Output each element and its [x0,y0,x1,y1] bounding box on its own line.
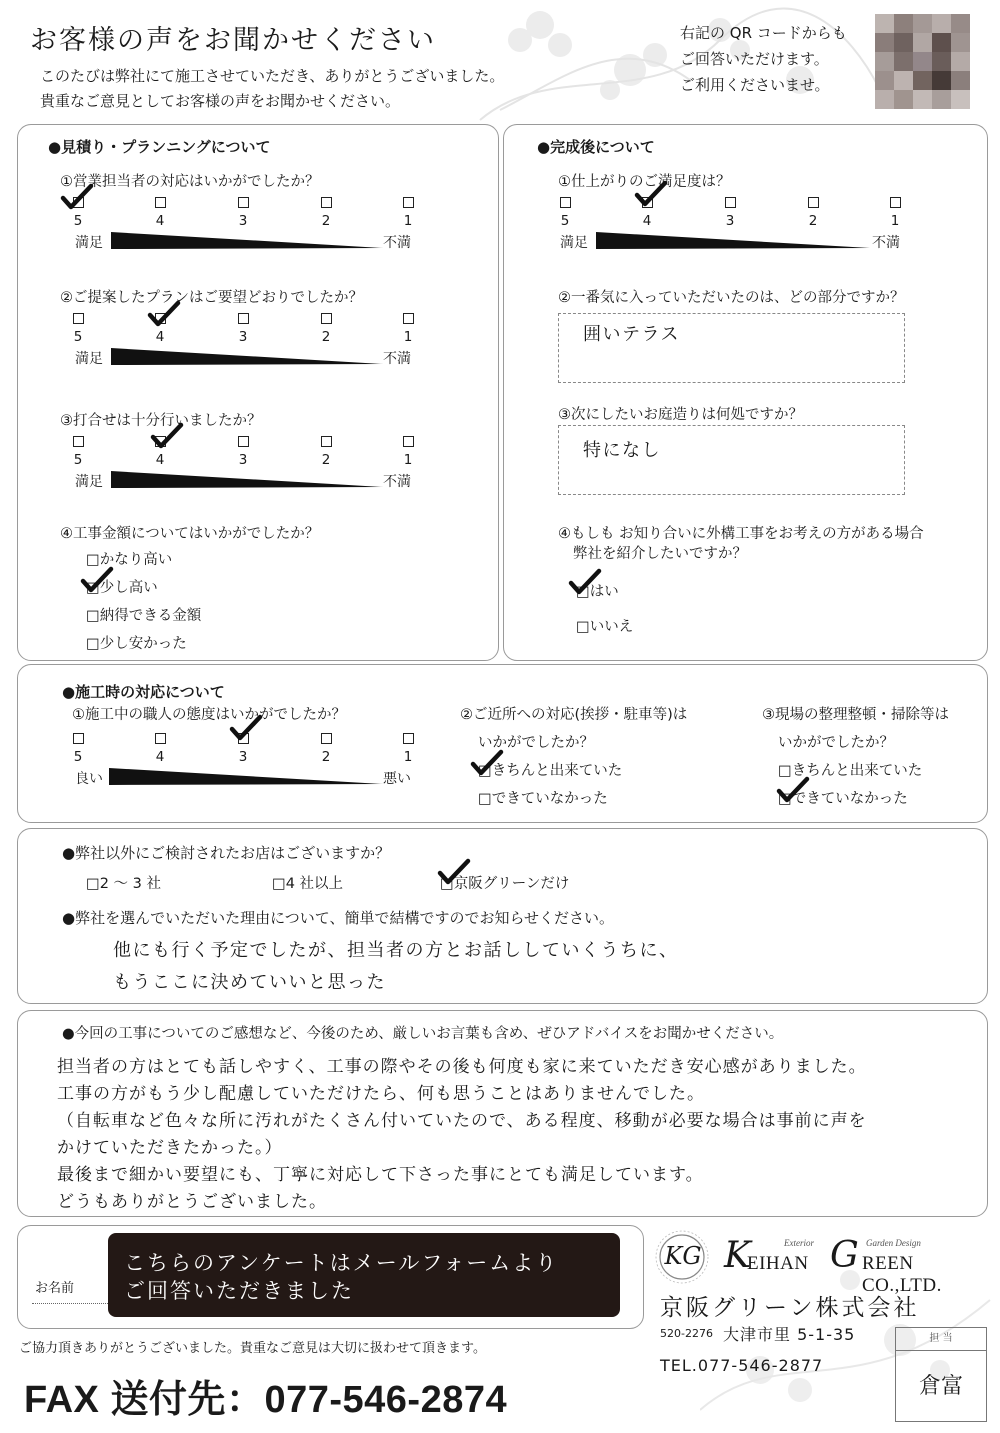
rating-checkbox-5[interactable] [73,313,84,324]
rating-number: 5 [73,749,83,765]
rating-number: 2 [321,213,331,229]
scale-label-dissatisfied: 不満 [872,235,900,251]
rating-number: 1 [403,452,413,468]
rating-scale-q2 [73,311,418,371]
scale-label-good: 良い [75,771,103,787]
intro-text-line1: このたびは弊社にて施工させていただき、ありがとうございました。 [40,67,505,85]
rating-checkbox-3[interactable] [725,197,736,208]
rating-number: 2 [321,329,331,345]
option-2-3-stores[interactable]: □2 ～ 3 社 [86,876,161,892]
answer-next-garden: 特になし [583,440,661,461]
section-heading-completion: ●完成後について [537,138,655,156]
option-somewhat-expensive[interactable]: □少し高い [86,580,158,596]
notice-text [124,1249,558,1305]
question-neighbor-line1: ②ご近所への対応(挨拶・駐車等)は [460,707,688,723]
logo-word-eihan: EIHAN [747,1253,809,1274]
question-finish-satisfaction: ①仕上がりのご満足度は？ [558,174,731,190]
scale-wedge [111,348,383,366]
option-4-or-more[interactable]: □4 社以上 [272,876,344,892]
rating-number: 5 [73,329,83,345]
rating-scale-completion-q1 [560,195,905,255]
scale-label-satisfied: 満足 [75,474,103,490]
rating-checkbox-4[interactable] [155,733,166,744]
scale-wedge [111,471,383,489]
checkmark-icon [568,568,602,596]
question-sales-response: ①営業担当者の対応はいかがでしたか？ [60,174,320,190]
qr-code[interactable] [875,14,970,109]
section-heading-construction: ●施工時の対応について [62,683,225,701]
question-favorite-part: ②一番気に入っていただいたのは、どの部分ですか？ [558,290,905,306]
logo-sub-exterior: Exterior [784,1238,814,1248]
notice-line: こちらのアンケートはメールフォームより [124,1251,559,1275]
feedback-line: （自転車など色々な所に汚れがたくさん付いていたので、ある程度、移動が必要な場合は事前に声を [57,1111,867,1131]
option-keihan-only[interactable]: □京阪グリーンだけ [440,876,570,892]
rating-number: 4 [155,452,165,468]
rating-number: 4 [155,213,165,229]
logo-word-reen: REEN CO.,LTD. [862,1253,942,1296]
name-field[interactable] [32,1303,112,1304]
option-referral-no[interactable]: □いいえ [576,619,634,635]
rating-number: 3 [238,213,248,229]
question-cost: ④工事金額についてはいかがでしたか？ [60,526,320,542]
notice-line: ご回答いただきました [124,1279,354,1303]
logo-sub-garden: Garden Design [866,1238,921,1248]
question-worker-attitude: ①施工中の職人の態度はいかがでしたか？ [72,707,346,723]
rating-checkbox-2[interactable] [321,197,332,208]
scale-wedge [111,232,383,250]
question-feedback: ●今回の工事についてのご感想など、今後のため、厳しいお言葉も含め、ぜひアドバイスをお聞かせください。 [62,1026,784,1042]
rating-checkbox-2[interactable] [808,197,819,208]
feedback-line: 工事の方がもう少し配慮していただけたら、何も思うことはありませんでした。 [57,1084,705,1104]
question-reason: ●弊社を選んでいただいた理由について、簡単で結構ですのでお知らせください。 [62,909,615,927]
rating-checkbox-2[interactable] [321,313,332,324]
question-other-stores: ●弊社以外にご検討されたお店はございますか？ [62,844,391,862]
section-heading-estimate: ●見積り・プランニングについて [48,138,271,156]
rating-number: 1 [403,213,413,229]
intro-text-line2: 貴重なご意見としてお客様の声をお聞かせください。 [40,92,401,110]
name-label: お名前 [35,1281,75,1296]
scale-label-dissatisfied: 不満 [383,474,411,490]
feedback-line: かけていただきたかった。） [57,1138,283,1158]
rating-checkbox-3[interactable] [238,197,249,208]
page-title: お客様の声をお聞かせください [30,25,436,56]
question-neighbor-line2: いかがでしたか？ [478,735,594,751]
answer-reason-line2: もうここに決めていいと思った [113,972,386,993]
logo-initial-k: K [724,1235,751,1276]
staff-name: 倉富 [918,1374,963,1399]
question-meetings: ③打合せは十分行いましたか？ [60,413,262,429]
rating-number: 5 [73,452,83,468]
question-plan-match: ②ご提案したプランはご要望どおりでしたか？ [60,290,363,306]
option-tidiness-done[interactable]: □きちんと出来ていた [778,763,923,779]
rating-checkbox-1[interactable] [403,313,414,324]
rating-number: 1 [403,329,413,345]
rating-number: 5 [560,213,570,229]
answer-favorite-part: 囲いテラス [583,324,680,345]
company-address: 大津市里 5-1-35 [723,1325,856,1344]
logo-mark: KG [664,1242,702,1270]
checkmark-icon [470,749,504,777]
feedback-answer [57,1054,867,1216]
staff-label: 担 当 [896,1328,986,1351]
feedback-line: 最後まで細かい要望にも、丁寧に対応して下さった事にとても満足しています。 [57,1165,704,1185]
question-referral-line2: 弊社を紹介したいですか？ [573,546,747,562]
question-site-tidiness-line2: いかがでしたか？ [778,735,894,751]
question-next-garden: ③次にしたいお庭造りは何処ですか？ [558,407,803,423]
rating-number: 2 [321,452,331,468]
scale-wedge [596,232,870,250]
staff-box [895,1327,987,1422]
rating-checkbox-5[interactable] [560,197,571,208]
rating-checkbox-4[interactable] [155,197,166,208]
qr-line: ご回答いただけます。 [680,50,829,68]
scale-label-satisfied: 満足 [560,235,588,251]
feedback-line: 担当者の方はとても話しやすく、工事の際やその後も何度も家に来ていただき安心感がありました。 [57,1057,867,1077]
feedback-line: どうもありがとうございました。 [57,1192,327,1212]
option-neighbor-done[interactable]: □きちんと出来ていた [478,763,623,779]
rating-checkbox-1[interactable] [403,197,414,208]
option-somewhat-cheap[interactable]: □少し安かった [86,636,187,652]
logo-initial-g: G [830,1235,859,1276]
scale-label-dissatisfied: 不満 [383,351,411,367]
checkmark-icon [634,180,668,208]
rating-number: 3 [238,452,248,468]
rating-checkbox-1[interactable] [403,436,414,447]
question-site-tidiness-line1: ③現場の整理整頓・掃除等は [762,707,949,723]
rating-number: 2 [808,213,818,229]
scale-label-satisfied: 満足 [75,351,103,367]
option-very-expensive[interactable]: □かなり高い [86,552,173,568]
rating-number: 4 [642,213,652,229]
scale-wedge [109,768,383,786]
postal-code: 520-2276 [660,1327,713,1340]
option-neighbor-not-done[interactable]: □できていなかった [478,791,608,807]
qr-line: 右記の QR コードからも [680,24,847,42]
company-tel: TEL.077-546-2877 [660,1356,824,1375]
checkmark-icon [80,566,114,594]
checkmark-icon [147,300,181,328]
rating-scale-q1 [73,195,418,255]
rating-checkbox-1[interactable] [890,197,901,208]
checkmark-icon [229,714,263,742]
scale-label-bad: 悪い [383,771,411,787]
rating-checkbox-2[interactable] [321,436,332,447]
company-name: 京阪グリーン株式会社 [660,1295,920,1321]
scale-label-dissatisfied: 不満 [383,235,411,251]
scale-label-satisfied: 満足 [75,235,103,251]
rating-scale-q3 [73,434,418,494]
checkmark-icon [776,776,810,804]
checkmark-icon [437,858,471,886]
rating-number: 1 [403,749,413,765]
rating-number: 3 [725,213,735,229]
rating-checkbox-5[interactable] [73,436,84,447]
question-referral-line1: ④もしも お知り合いに外構工事をお考えの方がある場合 [558,526,924,542]
rating-checkbox-1[interactable] [403,733,414,744]
rating-number: 3 [238,749,248,765]
checkmark-icon [150,422,184,450]
rating-checkbox-2[interactable] [321,733,332,744]
fax-number: FAX 送付先：077-546-2874 [24,1379,508,1421]
thanks-message: ご協力頂きありがとうございました。貴重なご意見は大切に扱わせて頂きます。 [19,1341,486,1356]
rating-checkbox-3[interactable] [238,313,249,324]
rating-number: 5 [73,213,83,229]
option-reasonable[interactable]: □納得できる金額 [86,608,202,624]
rating-number: 4 [155,329,165,345]
rating-number: 3 [238,329,248,345]
rating-number: 1 [890,213,900,229]
rating-checkbox-3[interactable] [238,436,249,447]
qr-line: ご利用くださいませ。 [680,76,830,94]
rating-number: 2 [321,749,331,765]
option-tidiness-not-done[interactable]: □できていなかった [778,791,908,807]
rating-checkbox-5[interactable] [73,733,84,744]
company-logo [652,1228,997,1296]
checkmark-icon [60,183,94,211]
answer-reason-line1: 他にも行く予定でしたが、担当者の方とお話ししていくうちに、 [113,940,679,961]
rating-number: 4 [155,749,165,765]
qr-instructions [680,20,847,98]
option-referral-yes[interactable]: □はい [576,584,619,600]
